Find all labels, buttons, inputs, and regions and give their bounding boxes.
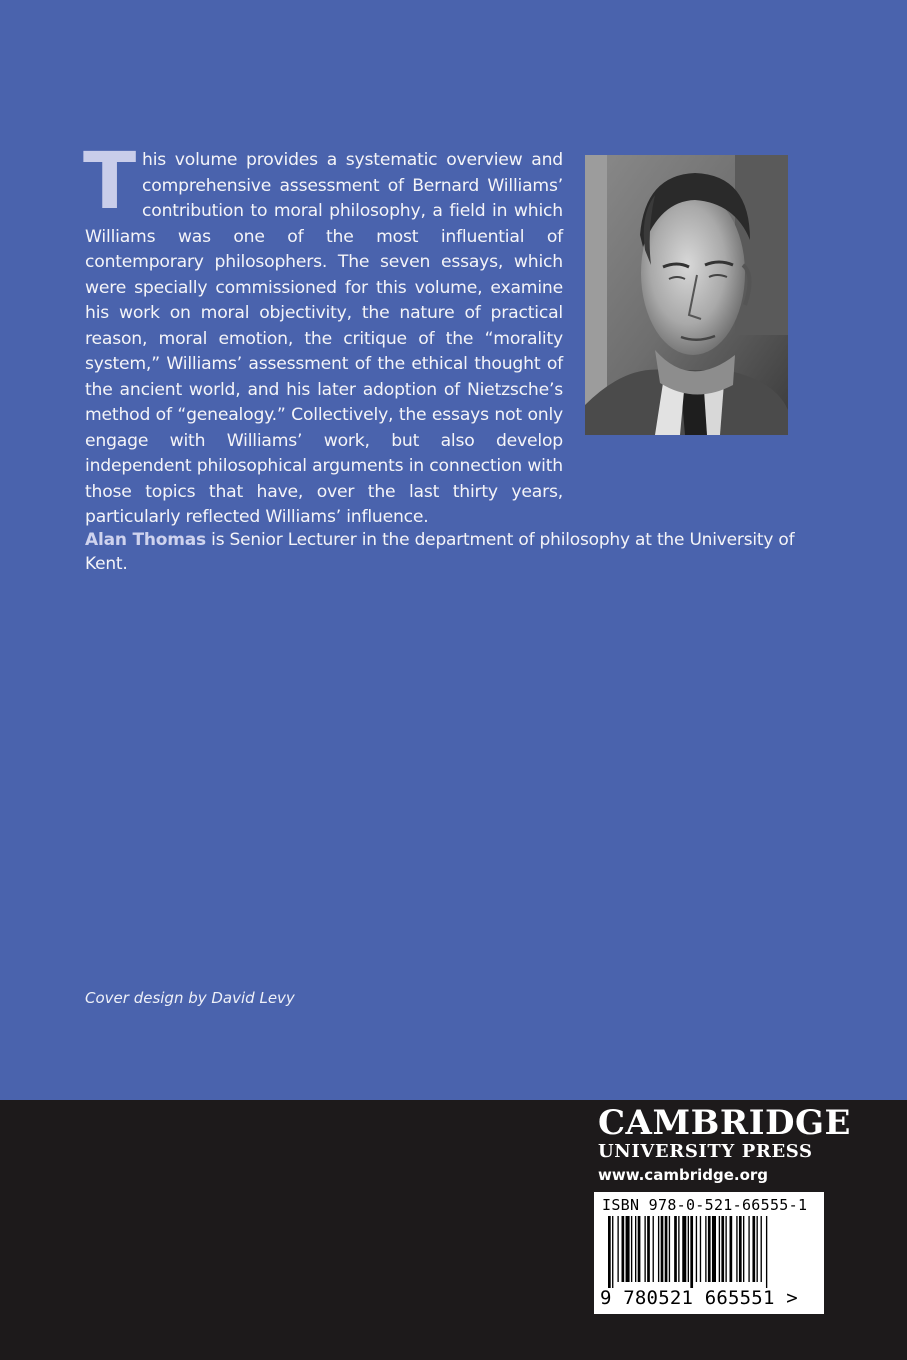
barcode-bar bbox=[700, 1216, 701, 1282]
isbn-text: ISBN 978-0-521-66555-1 bbox=[602, 1196, 808, 1214]
barcode-bars bbox=[608, 1216, 808, 1288]
barcode-bar bbox=[725, 1216, 726, 1282]
author-bio bbox=[85, 528, 805, 576]
barcode-bar bbox=[644, 1216, 645, 1282]
barcode-bar bbox=[696, 1216, 697, 1282]
barcode-bar bbox=[712, 1216, 716, 1282]
barcode-bar bbox=[674, 1216, 677, 1282]
barcode bbox=[594, 1192, 824, 1314]
barcode-bar bbox=[665, 1216, 668, 1282]
barcode-bar bbox=[638, 1216, 641, 1282]
author-name: Alan Thomas bbox=[85, 530, 206, 550]
barcode-bar bbox=[739, 1216, 742, 1282]
barcode-bar bbox=[761, 1216, 762, 1282]
barcode-bar bbox=[721, 1216, 724, 1282]
author-photo bbox=[585, 155, 788, 435]
back-cover-blurb bbox=[83, 137, 563, 531]
barcode-bar bbox=[752, 1216, 755, 1282]
barcode-bar bbox=[719, 1216, 720, 1282]
barcode-bar bbox=[690, 1216, 693, 1288]
drop-cap: T bbox=[83, 137, 137, 227]
publisher-subtitle: UNIVERSITY PRESS bbox=[598, 1141, 813, 1162]
barcode-bar bbox=[635, 1216, 636, 1282]
barcode-bar bbox=[669, 1216, 670, 1282]
barcode-bar bbox=[631, 1216, 632, 1282]
barcode-bar bbox=[617, 1216, 618, 1282]
publisher-name: CAMBRIDGE bbox=[598, 1103, 851, 1143]
publisher-url: www.cambridge.org bbox=[598, 1166, 769, 1184]
barcode-bar bbox=[678, 1216, 679, 1282]
barcode-bar bbox=[736, 1216, 737, 1282]
barcode-bar bbox=[748, 1216, 749, 1282]
barcode-bar bbox=[626, 1216, 630, 1282]
barcode-bar bbox=[653, 1216, 654, 1282]
barcode-bar bbox=[622, 1216, 625, 1282]
author-bio-text: is Senior Lecturer in the department of philosophy at the University of Kent. bbox=[85, 530, 795, 574]
barcode-bar bbox=[705, 1216, 706, 1282]
barcode-bar bbox=[708, 1216, 711, 1282]
barcode-bar bbox=[647, 1216, 650, 1282]
barcode-bar bbox=[661, 1216, 664, 1282]
barcode-bar bbox=[658, 1216, 659, 1282]
barcode-bar bbox=[682, 1216, 686, 1282]
barcode-bar bbox=[757, 1216, 758, 1282]
barcode-bar bbox=[612, 1216, 613, 1288]
barcode-bar bbox=[743, 1216, 744, 1282]
barcode-bar bbox=[608, 1216, 611, 1288]
barcode-bar bbox=[730, 1216, 733, 1282]
cover-design-credit: Cover design by David Levy bbox=[85, 989, 295, 1007]
blurb-text: his volume provides a systematic overview and comprehensive assessment of Bernard Williams’ contribution to moral philosophy, a field in which Williams was one of the most influential of contemporary philosophers. The seven essays, which were specially commissioned for this volume, examine his work on moral objectivity, the nature of practical reason, moral emotion, the critique of the “morality system,” Williams’ assessment of the ethical thought of the ancient world, and his later adoption of Nietzsche’s method of “genealogy.” Collectively, the essays not only engage with Williams’ work, but also develop independent philosophical arguments in connection with those topics that have, over the last thirty years, particularly reflected Williams’ influence. bbox=[85, 150, 563, 527]
barcode-digits: 9 780521 665551 > bbox=[600, 1287, 798, 1309]
barcode-bar bbox=[688, 1216, 689, 1282]
barcode-bar bbox=[766, 1216, 767, 1288]
